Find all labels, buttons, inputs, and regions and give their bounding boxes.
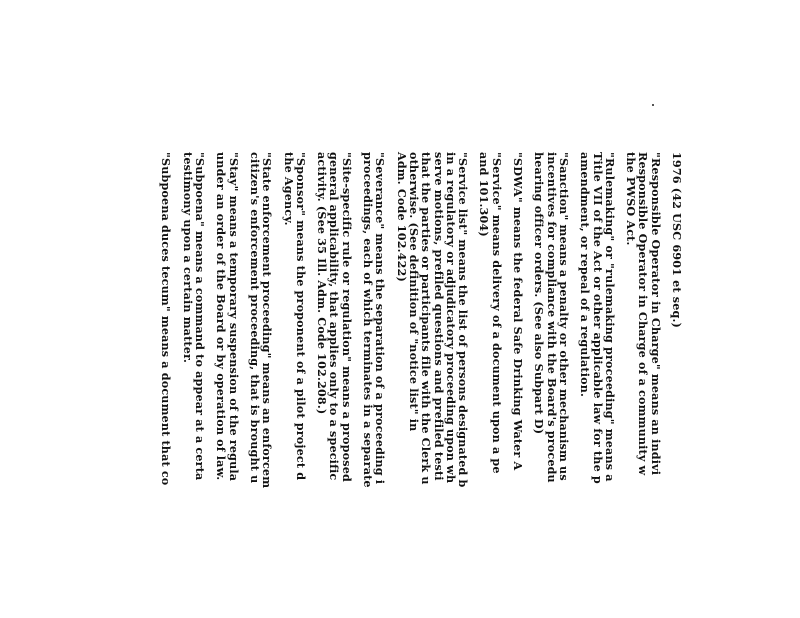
text-line: "Stay" means a temporary suspension of the regula [226,152,241,482]
text-line: "Subpoena" means a command to appear at a certa [193,152,208,481]
text-line: and 101.304) [477,152,492,237]
text-line: "Service list" means the list of persons designated b [456,152,471,488]
text-line: "Subpoena duces tecum" means a document that co [159,152,174,486]
text-line: "State enforcement proceeding" means an enforcem [260,152,275,489]
scan-speck [652,104,654,106]
paragraph-gap [386,152,395,618]
text-line: hearing officer orders. (See also Subpart D) [532,152,547,435]
text-line: serve motions, prefiled questions and prefiled testi [431,152,446,481]
text-line: testimony upon a certain matter. [180,152,195,364]
text-line: the Agency. [281,152,296,226]
text-line: in a regulatory or adjudicatory proceeding upon wh [443,152,458,484]
text-line: the PWSO Act. [624,152,639,246]
text-line: "SDWA" means the federal Safe Drinking Water A [511,152,526,471]
text-line: 1976 (42 USC 6901 et seq.) [670,152,684,328]
text-line: otherwise. (See definition of "notice list" in [406,152,421,432]
text-line: Responsible Operator in Charge of a community w [636,152,651,476]
text-line: amendment, or repeal of a regulation. [578,152,593,398]
text-line: proceedings, each of which terminates in a separate [361,152,376,488]
text-line: Adm. Code 102.422) [394,152,409,282]
text-line: "Service" means delivery of a document upon a pe [489,152,504,474]
text-line: "Site-specific rule or regulation" means a proposed [339,152,354,482]
text-line: under an order of the Board or by operation of law. [214,152,229,481]
paragraph-gap [273,152,282,618]
text-line: citizen's enforcement proceeding, that is brought u [247,152,262,484]
text-line: incentives for compliance with the Board's procedu [544,152,559,483]
text-line: "Responsible Operator in Charge" means an indivi [648,152,663,476]
text-line: that the parties or participants file with the Clerk u [419,152,434,485]
text-line: general applicability, that applies only to a specific [327,152,342,481]
text-line: "Sanction" means a penalty or other mechanism us [556,152,571,481]
rotated-definitions-text [160,152,683,618]
text-line: "Rulemaking" or "rulemaking proceeding" means a [602,152,617,482]
text-line: "Severance" means the separation of a proceeding i [373,152,388,485]
text-line: "Sponsor" means the proponent of a pilot project d [293,152,308,481]
text-line: activity. (See 35 Ill. Adm. Code 102.208.) [315,152,330,415]
text-line: Title VII of the Act or other applicable law for the p [590,152,605,484]
